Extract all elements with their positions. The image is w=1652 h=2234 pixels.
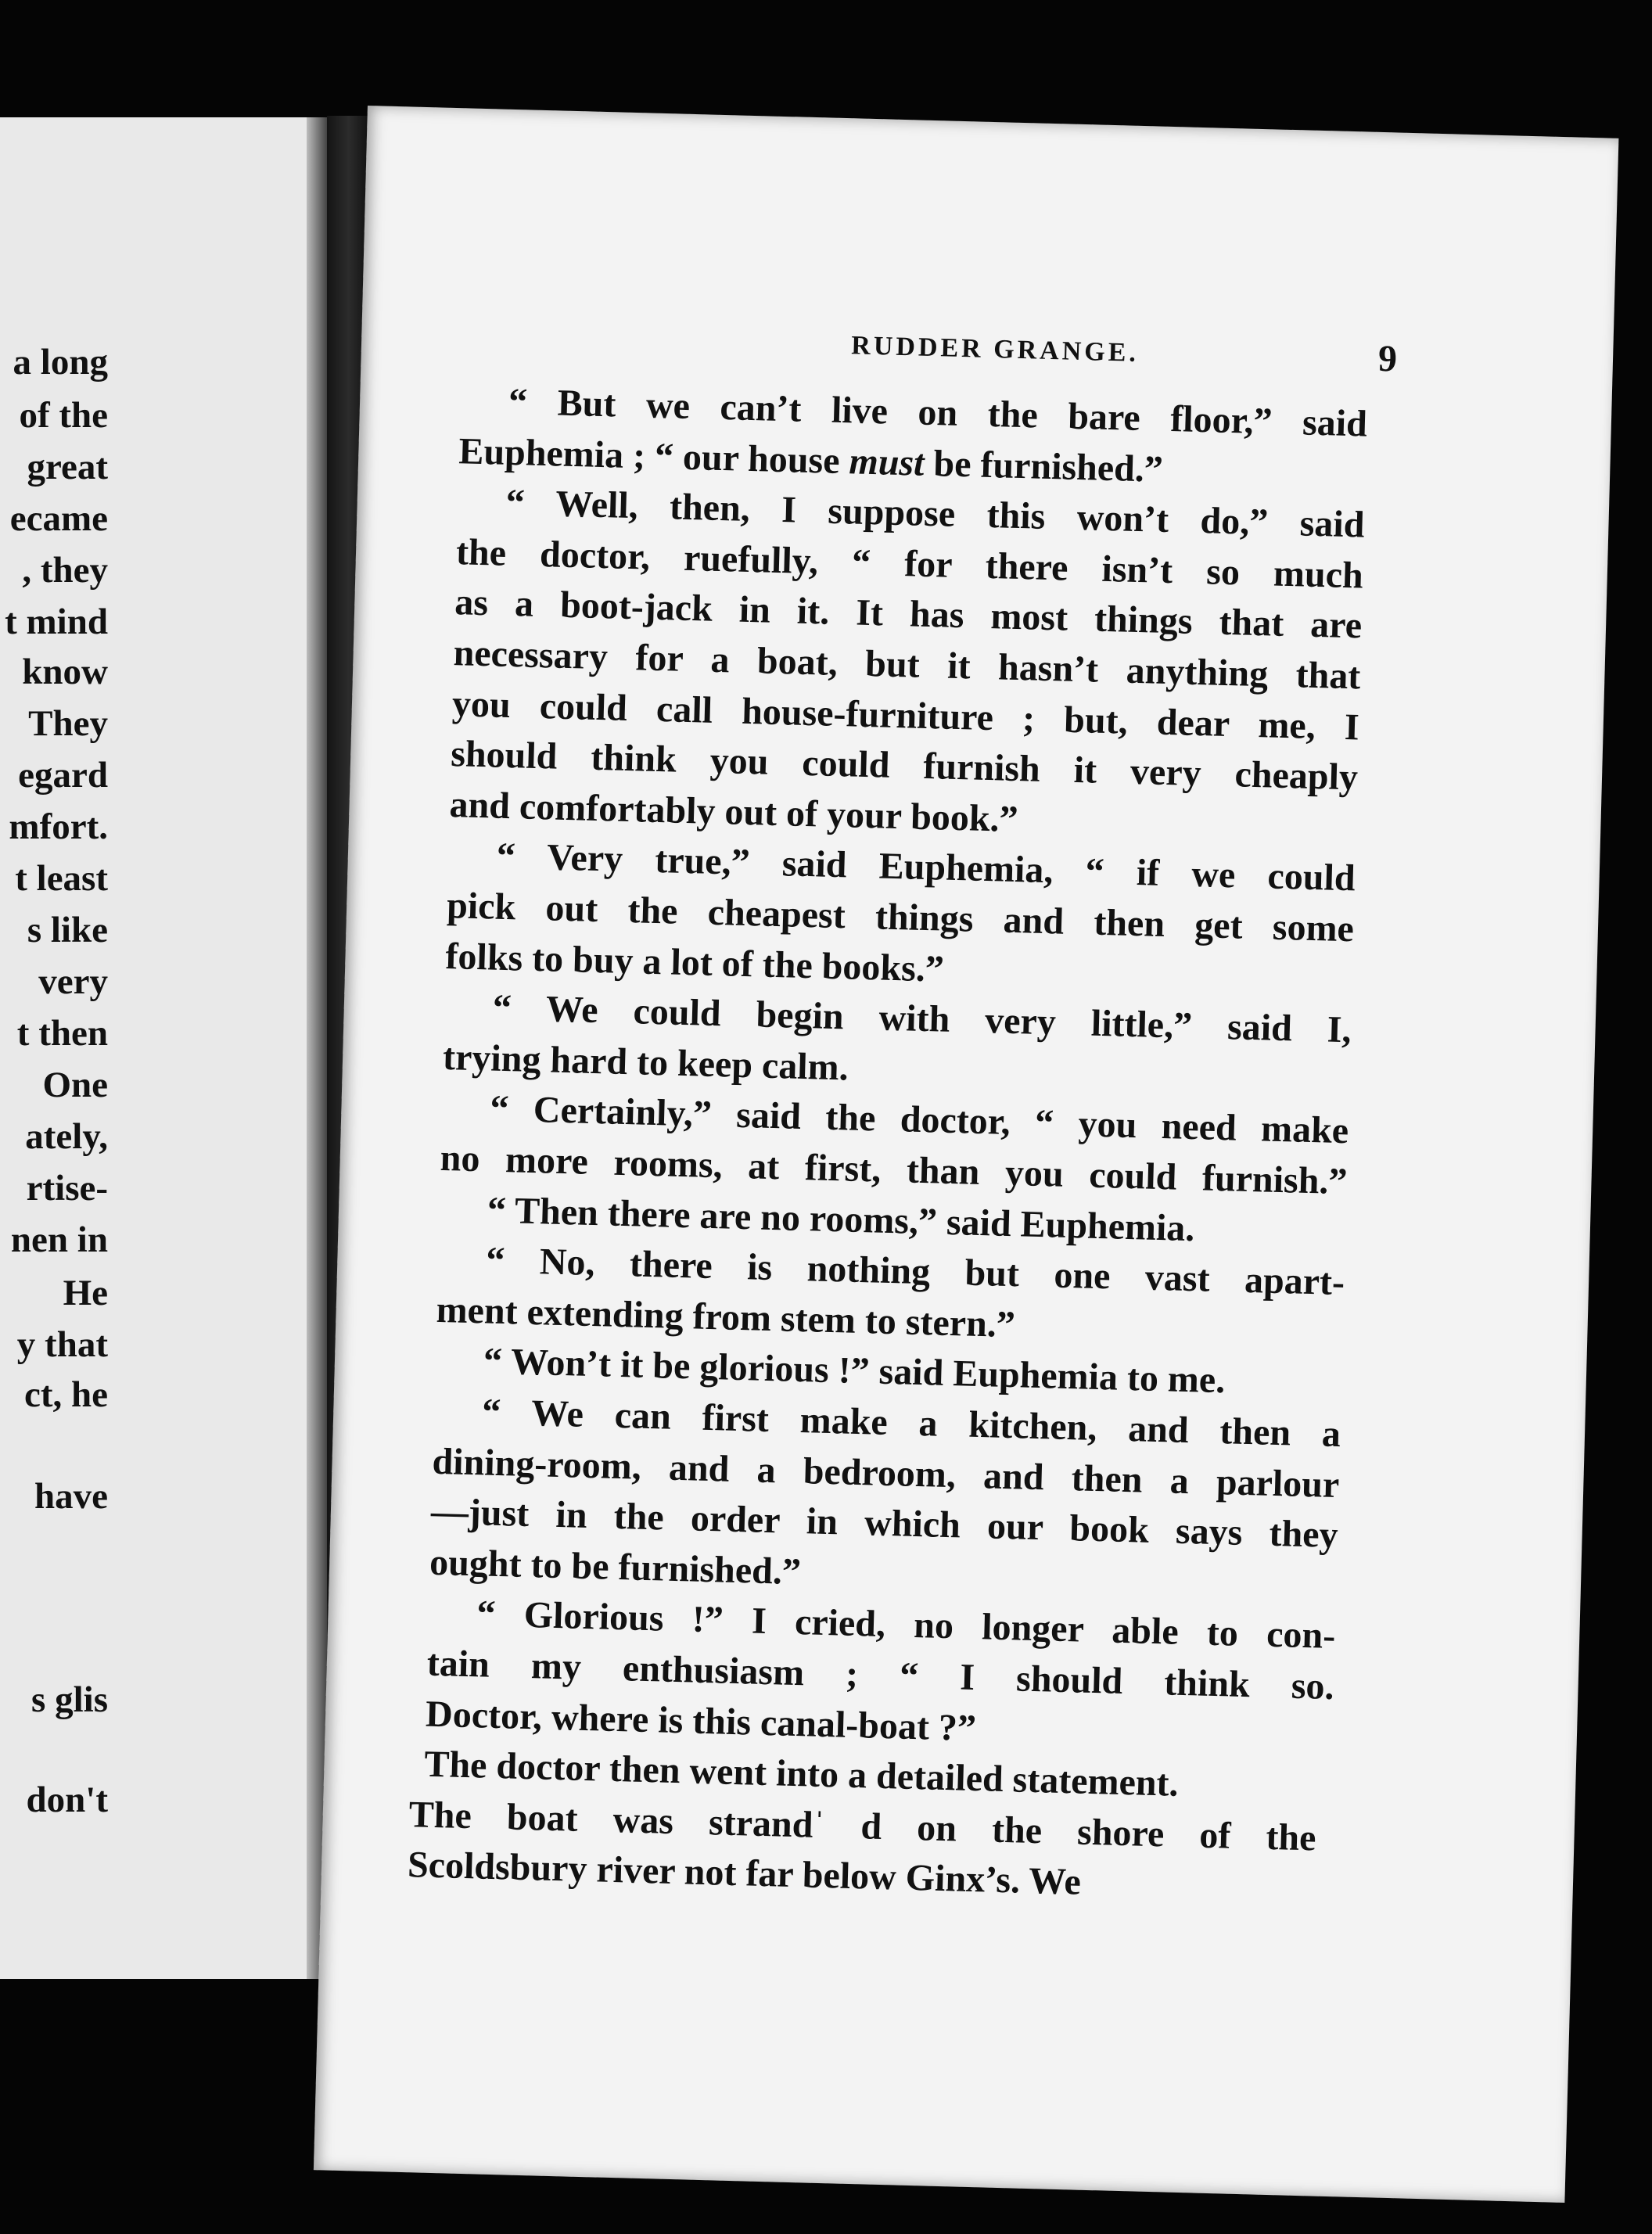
text-line: —just in the order in which our book says they: [430, 1490, 1339, 1557]
left-page-line: s glis: [31, 1679, 108, 1720]
text-line: tain my enthusiasm ; “ I should think so.: [426, 1642, 1335, 1708]
text-line: “ But we can’t live on the bare floor,” said: [508, 380, 1368, 445]
text-line: “ We could begin with very little,” said I,: [492, 986, 1352, 1051]
text-line: “ No, there is nothing but one vast apart-: [485, 1239, 1345, 1304]
text-line: the doctor, ruefully, “ for there isn’t so much: [455, 530, 1364, 597]
left-page-line: They: [28, 703, 108, 744]
text-line: folks to buy a lot of the books.”: [444, 935, 945, 990]
page-number: 9: [1377, 337, 1398, 380]
left-page-line: great: [27, 447, 108, 487]
left-page-line: know: [22, 652, 108, 692]
text-line: “ Then there are no rooms,” said Euphemia.: [487, 1189, 1196, 1249]
running-head: RUDDER GRANGE.: [850, 331, 1140, 368]
left-page-line: of the: [19, 395, 108, 436]
text-line: The doctor then went into a detailed statement.: [423, 1743, 1180, 1805]
text-line: Scoldsbury river not far below Ginx’s. We: [407, 1844, 1082, 1904]
right-page-wrap: [314, 106, 1619, 2203]
text-line: should think you could furnish it very cheaply: [450, 733, 1359, 799]
left-page-line: rtise-: [26, 1168, 108, 1209]
text-line: “ Glorious !” I cried, no longer able to con-: [476, 1593, 1336, 1658]
left-page-line: very: [38, 961, 108, 1002]
left-page-line: t then: [16, 1013, 108, 1054]
text-line: ought to be furnished.”: [429, 1541, 802, 1593]
left-page-line: t least: [15, 858, 108, 899]
left-page: [0, 117, 313, 1979]
left-page-line: ately,: [25, 1116, 108, 1157]
left-page-line: egard: [18, 755, 108, 796]
text-line: as a boot-jack in it. It has most things that are: [454, 581, 1363, 647]
left-page-line: One: [42, 1065, 108, 1105]
text-line: ment extending from stem to stern.”: [436, 1288, 1016, 1345]
left-page-line: t mind: [5, 602, 108, 642]
text-line: “ Won’t it be glorious !” said Euphemia to me.: [483, 1340, 1226, 1402]
text-line: no more rooms, at first, than you could furnish.”: [440, 1137, 1349, 1203]
left-page-line: don't: [26, 1780, 108, 1820]
left-page-line: y that: [16, 1324, 108, 1365]
text-line: “ Certainly,” said the doctor, “ you need make: [489, 1087, 1349, 1152]
emphasis-word: must: [848, 440, 925, 484]
text-line: pick out the cheapest things and then get some: [446, 885, 1355, 950]
text-line: and comfortably out of your book.”: [448, 783, 1019, 840]
left-page-line: He: [63, 1273, 108, 1313]
text-line: “ Well, then, I suppose this won’t do,” said: [505, 481, 1366, 546]
text-line: dining-room, and a bedroom, and then a parlour: [431, 1440, 1340, 1506]
left-page-line: s like: [27, 910, 108, 950]
right-page: [314, 106, 1619, 2203]
left-page-line: have: [34, 1476, 108, 1517]
text-line: you could call house-furniture ; but, dear me, I: [451, 682, 1360, 749]
text-line: The boat was strandˈ d on the shore of the: [408, 1793, 1317, 1859]
text-line: Doctor, where is this canal-boat ?”: [425, 1693, 977, 1749]
left-page-line: nen in: [10, 1219, 108, 1260]
text-line: Euphemia ; “ our house must be furnished.”: [458, 429, 1164, 490]
text-line: necessary for a boat, but it hasn’t anything that: [453, 632, 1362, 698]
text-line: “ We can first make a kitchen, and then a: [481, 1391, 1341, 1456]
left-page-line: ecame: [9, 498, 108, 539]
left-page-line: ct, he: [23, 1374, 108, 1415]
left-page-line: , they: [22, 550, 108, 591]
left-page-line: a long: [13, 342, 108, 383]
left-page-line: mfort.: [9, 806, 108, 847]
text-line: “ Very true,” said Euphemia, “ if we could: [496, 835, 1356, 900]
text-line: trying hard to keep calm.: [442, 1036, 849, 1089]
